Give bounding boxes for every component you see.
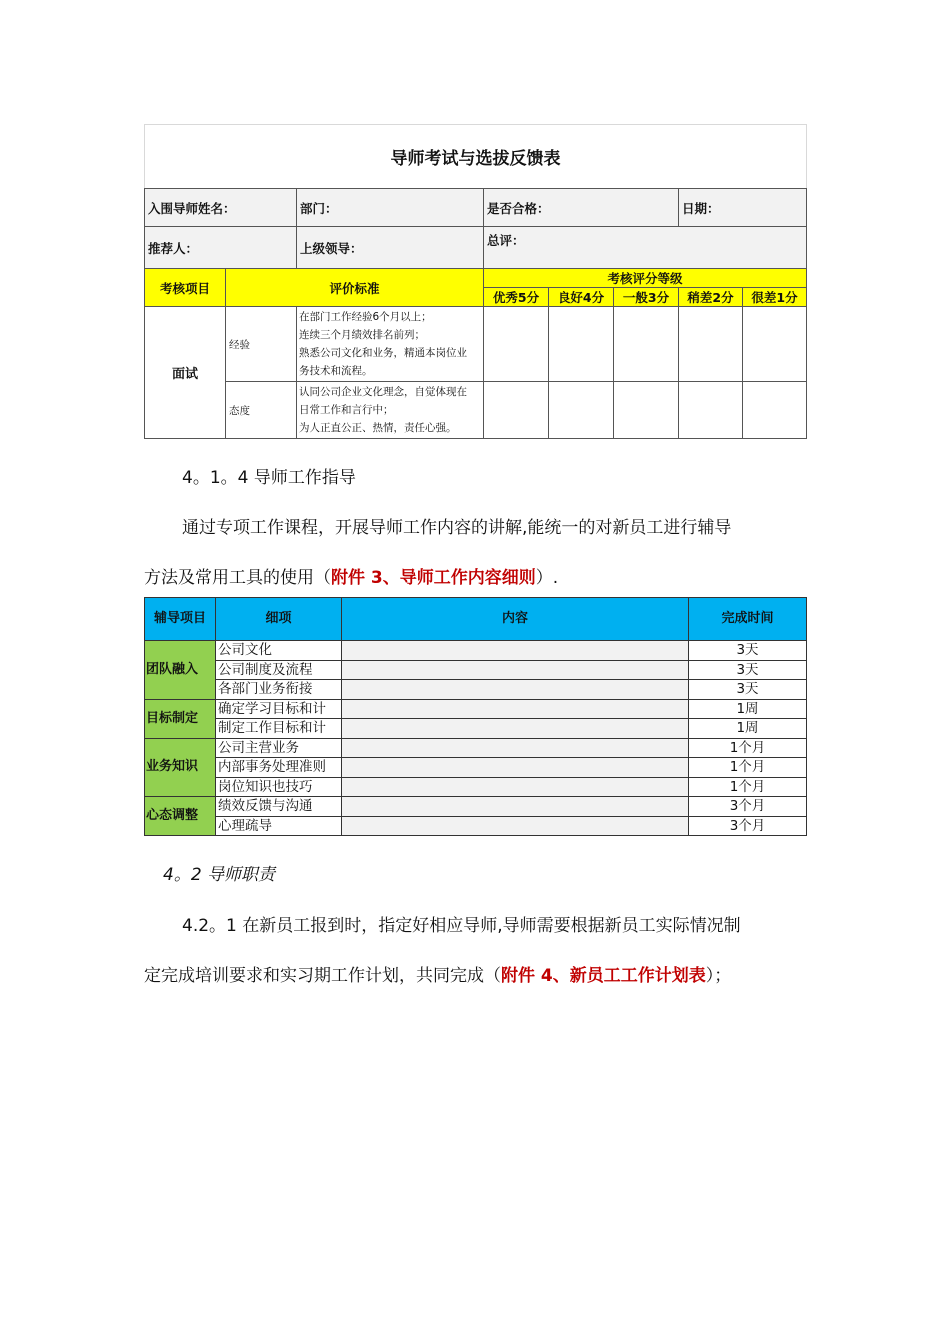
- table-row: 公司制度及流程 3天: [145, 660, 807, 680]
- table-row: 内部事务处理准则 1个月: [145, 758, 807, 778]
- score-cell[interactable]: [549, 307, 614, 382]
- appendix-3-link[interactable]: 附件 3、导师工作内容细则: [331, 568, 536, 588]
- feedback-form-table: [144, 124, 807, 439]
- table-row: 团队融入 公司文化 3天: [145, 641, 807, 661]
- grade-very-poor: 很差1分: [743, 288, 807, 307]
- col-content: 内容: [342, 598, 689, 641]
- mentor-name-field[interactable]: 入围导师姓名：: [145, 189, 297, 227]
- score-cell[interactable]: [614, 382, 679, 439]
- score-cell[interactable]: [614, 307, 679, 382]
- category-mindset: 心态调整: [145, 797, 216, 836]
- grade-excellent: 优秀5分: [484, 288, 549, 307]
- date-field[interactable]: 日期：: [679, 189, 807, 227]
- score-cell[interactable]: [549, 382, 614, 439]
- table-row: 制定工作目标和计 1周: [145, 719, 807, 739]
- interview-label: 面试: [145, 307, 226, 439]
- supervisor-field[interactable]: 上级领导：: [297, 227, 484, 269]
- col-completion-time: 完成时间: [689, 598, 807, 641]
- table-row: 岗位知识也技巧 1个月: [145, 777, 807, 797]
- grade-good: 良好4分: [549, 288, 614, 307]
- table-row: 各部门业务衔接 3天: [145, 680, 807, 700]
- col-criteria: 评价标准: [226, 269, 484, 307]
- score-cell[interactable]: [484, 307, 549, 382]
- paragraph-line: 4.2。1 在新员工报到时，指定好相应导师,导师需要根据新员工实际情况制: [182, 916, 741, 936]
- col-detail: 细项: [216, 598, 342, 641]
- tutoring-table: [144, 597, 807, 836]
- score-cell[interactable]: [743, 382, 807, 439]
- score-cell[interactable]: [484, 382, 549, 439]
- score-cell[interactable]: [743, 307, 807, 382]
- table-row: 目标制定 确定学习目标和计 1周: [145, 699, 807, 719]
- score-cell[interactable]: [679, 382, 743, 439]
- category-goals: 目标制定: [145, 699, 216, 738]
- table-row: 业务知识 公司主营业务 1个月: [145, 738, 807, 758]
- grade-average: 一般3分: [614, 288, 679, 307]
- paragraph-line: 方法及常用工具的使用（附件 3、导师工作内容细则）.: [144, 568, 559, 588]
- form-title: 导师考试与选拔反馈表: [145, 125, 807, 189]
- attitude-label: 态度: [226, 382, 297, 439]
- grade-poor: 稍差2分: [679, 288, 743, 307]
- experience-criteria: 在部门工作经验6个月以上； 连续三个月绩效排名前列； 熟悉公司文化和业务，精通本岗位业 务技术和流程。: [297, 307, 484, 382]
- table-row: 心态调整 绩效反馈与沟通 3个月: [145, 797, 807, 817]
- score-cell[interactable]: [679, 307, 743, 382]
- paragraph-line: 定完成培训要求和实习期工作计划，共同完成（附件 4、新员工工作计划表）；: [144, 966, 732, 986]
- pass-field[interactable]: 是否合格：: [484, 189, 679, 227]
- category-business: 业务知识: [145, 738, 216, 797]
- table-row: 心理疏导 3个月: [145, 816, 807, 836]
- section-heading-4-2: 4。2 导师职责: [163, 865, 276, 885]
- col-assessment-item: 考核项目: [145, 269, 226, 307]
- overall-comment-field[interactable]: 总评：: [484, 227, 807, 269]
- paragraph-line: 通过专项工作课程，开展导师工作内容的讲解,能统一的对新员工进行辅导: [182, 518, 732, 538]
- col-grade-level: 考核评分等级: [484, 269, 807, 288]
- experience-label: 经验: [226, 307, 297, 382]
- section-heading-4-1-4: 4。1。4 导师工作指导: [182, 468, 356, 488]
- appendix-4-link[interactable]: 附件 4、新员工工作计划表: [501, 966, 706, 986]
- attitude-criteria: 认同公司企业文化理念，自觉体现在 日常工作和言行中； 为人正直公正、热情，责任心强。: [297, 382, 484, 439]
- department-field[interactable]: 部门：: [297, 189, 484, 227]
- category-team: 团队融入: [145, 641, 216, 700]
- col-tutoring-item: 辅导项目: [145, 598, 216, 641]
- referrer-field[interactable]: 推荐人：: [145, 227, 297, 269]
